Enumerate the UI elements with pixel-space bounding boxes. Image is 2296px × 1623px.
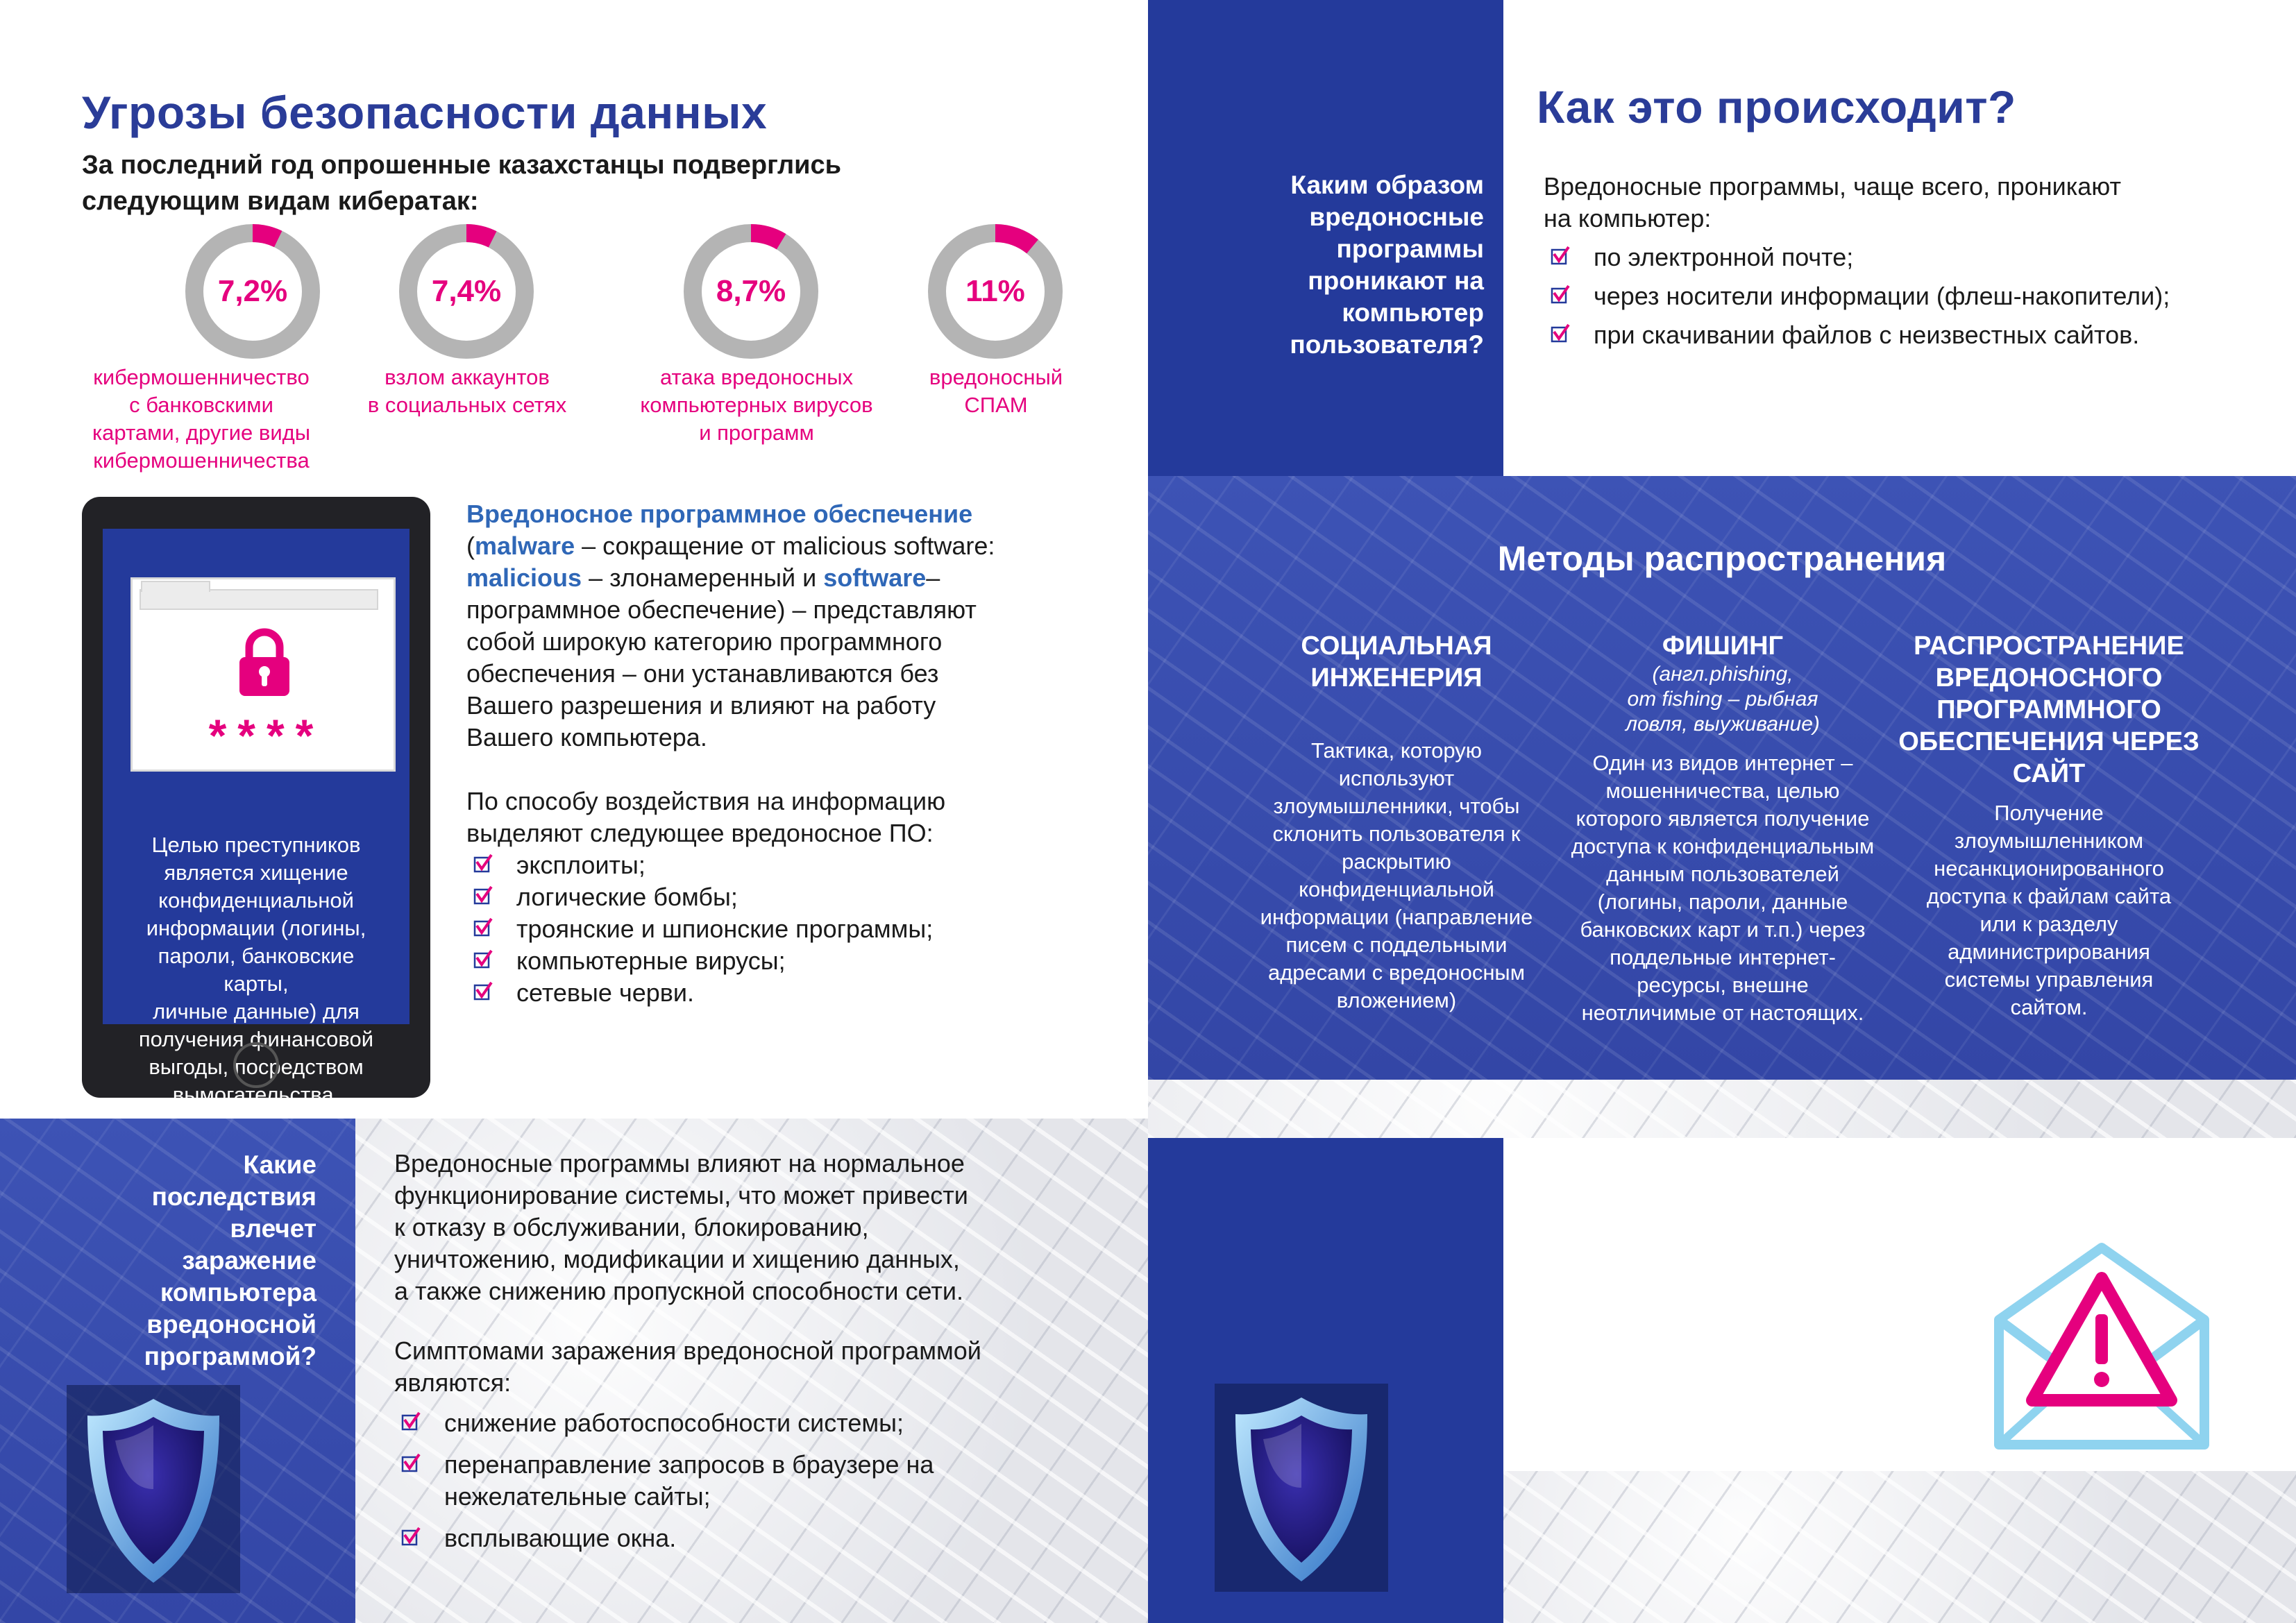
question-line: вредоносной (146, 1310, 316, 1339)
checkbox-tick-icon (473, 981, 493, 1001)
method-text-line: склонить пользователя к (1272, 822, 1521, 846)
list-item (466, 913, 1063, 945)
paragraph-line: а также снижению пропускной способности сети. (394, 1277, 963, 1305)
method-heading: ВРЕДОНОСНОГО (1935, 663, 2163, 692)
method-text-line: информации (направление (1260, 905, 1533, 929)
stat-caption-line: и программ (699, 420, 814, 445)
method-text-line: администрирования (1948, 940, 2150, 964)
method-text-line: (логины, пароли, данные (1597, 890, 1848, 914)
method-text-line: писем с поддельными (1285, 933, 1508, 957)
malware-line: собой широкую категорию программного (466, 627, 943, 656)
stat-value: 8,7% (716, 274, 786, 308)
stat-caption-line: компьютерных вирусов (640, 393, 873, 417)
question-line: программы (1336, 235, 1484, 263)
method-text-line: используют (1338, 766, 1455, 790)
checkbox-tick-icon (473, 853, 493, 873)
method-text-line: несанкционированного (1934, 856, 2164, 881)
stat-caption-line: в социальных сетях (367, 393, 567, 417)
checkbox-tick-icon (473, 917, 493, 937)
phone-text-line: является хищение (164, 860, 348, 885)
stat-caption (332, 364, 602, 419)
method-text-line: злоумышленником (1954, 829, 2144, 853)
question-line: компьютера (160, 1278, 316, 1307)
malware-def: – сокращение от malicious software: (575, 532, 995, 560)
symptoms-list (394, 1407, 1130, 1554)
method-text-line: мошенничества, целью (1605, 779, 1840, 803)
survey-subtitle-line: следующим видам кибератак: (82, 187, 479, 216)
malware-line: программное обеспечение) – представляют (466, 595, 977, 624)
list-item (466, 849, 1063, 881)
stat-caption (611, 364, 902, 447)
stat-caption-line: с банковскими (129, 393, 273, 417)
malware-line: Вашего компьютера. (466, 723, 707, 751)
method-heading: ПРОГРАММНОГО (1936, 695, 2161, 724)
infection-question (1179, 169, 1484, 361)
method-text-line: банковских карт и т.п.) через (1580, 917, 1866, 942)
method-text-line: раскрытию (1342, 849, 1451, 874)
method-column-website (1882, 630, 2215, 1021)
method-text-line: сайтом. (2010, 995, 2088, 1019)
checkbox-tick-icon (1551, 246, 1570, 265)
method-text-line: конфиденциальной (1299, 877, 1494, 901)
consequences-text (394, 1148, 1130, 1554)
survey-subtitle (82, 147, 841, 219)
question-line: Каким образом (1290, 171, 1484, 199)
stat-caption-line: атака вредоносных (659, 365, 854, 389)
stat-caption-line: кибермошенничество (93, 365, 310, 389)
phone-illustration (82, 497, 430, 1107)
malware-line (466, 562, 1063, 594)
list-item (394, 1522, 1130, 1554)
list-item (1544, 319, 2279, 351)
list-item-text: через носители информации (флеш-накопители); (1594, 282, 2170, 310)
software-word: software (823, 563, 927, 592)
stat-ring (683, 223, 819, 359)
phone-text-line: информации (логины, (146, 916, 366, 940)
malware-definition (466, 498, 1063, 1009)
question-line: проникают на (1308, 266, 1484, 295)
bottom-circuit-strip (1503, 1471, 2296, 1623)
stat-caption (895, 364, 1097, 419)
method-text-line: данным пользователей (1606, 862, 1839, 886)
symptoms-intro-line: являются: (394, 1368, 512, 1397)
checkbox-tick-icon (473, 949, 493, 969)
password-mask: **** (208, 710, 325, 761)
stat-value: 7,4% (431, 274, 502, 308)
malware-line: Вашего разрешения и влияют на работу (466, 691, 936, 720)
malware-line (466, 530, 1063, 562)
bottom-navy-column (1148, 1138, 1503, 1623)
checkbox-tick-icon (1551, 323, 1570, 343)
methods-title: Методы распространения (1497, 539, 1947, 578)
method-note: (англ.phishing, (1652, 663, 1793, 686)
question-line: заражение (182, 1246, 316, 1275)
envelope-warning-icon (1985, 1237, 2218, 1460)
question-line: пользователя? (1290, 330, 1484, 359)
shield-icon (1215, 1384, 1388, 1592)
list-item (394, 1449, 1130, 1513)
method-note: ловля, выуживание) (1626, 713, 1820, 736)
method-text-line: или к разделу (1980, 912, 2118, 936)
method-text-line: злоумышленники, чтобы (1273, 794, 1520, 818)
list-item (1544, 280, 2279, 312)
phone-text-line: пароли, банковские карты, (158, 944, 355, 996)
padlock-icon (237, 628, 292, 697)
home-button (233, 1042, 279, 1088)
list-item-text: снижение работоспособности системы; (444, 1409, 904, 1437)
list-item-text: всплывающие окна. (444, 1524, 677, 1552)
list-item-text: логические бомбы; (516, 883, 738, 911)
method-text-line: поддельные интернет- (1610, 945, 1836, 969)
method-text-line: неотличимые от настоящих. (1581, 1001, 1864, 1025)
browser-window (130, 577, 396, 772)
list-item-text: сетевые черви. (516, 978, 694, 1007)
software-def: – (926, 563, 940, 592)
method-heading: СОЦИАЛЬНАЯ (1301, 631, 1492, 661)
checkbox-tick-icon (401, 1411, 421, 1431)
stat-caption-line: СПАМ (964, 393, 1028, 417)
survey-subtitle-line: За последний год опрошенные казахстанцы подверглись (82, 151, 841, 180)
list-item-text: троянские и шпионские программы; (516, 915, 934, 943)
stat-caption-line: вредоносный (929, 365, 1063, 389)
symptoms-intro-line: Симптомами заражения вредоносной программой (394, 1336, 981, 1365)
list-item-text: по электронной почте; (1594, 243, 1854, 271)
paragraph-line: к отказу в обслуживании, блокированию, (394, 1213, 869, 1241)
question-column (1148, 0, 1503, 476)
classify-line: выделяют следующее вредоносное ПО: (466, 819, 934, 847)
checkbox-tick-icon (401, 1527, 421, 1546)
browser-address-bar (140, 589, 378, 610)
browser-tab (141, 581, 210, 592)
page-title-right: Как это происходит? (1537, 81, 2016, 133)
stat-caption-line: взлом аккаунтов (385, 365, 550, 389)
method-text-line: Тактика, которую (1310, 738, 1483, 763)
stat-caption-line: картами, другие виды (92, 420, 311, 445)
method-heading: ИНЖЕНЕРИЯ (1310, 663, 1483, 692)
list-item-text: при скачивании файлов с неизвестных сайтов. (1594, 321, 2140, 349)
malicious-def: – злонамеренный и (582, 563, 824, 592)
stat-value: 11% (965, 274, 1025, 308)
stat-caption-line: кибермошенничества (93, 448, 310, 473)
circuit-strip (1148, 1080, 2296, 1138)
classify-line: По способу воздействия на информацию (466, 787, 946, 815)
phone-text-line: выгоды, посредством (149, 1055, 364, 1079)
method-heading: САЙТ (2012, 759, 2086, 788)
consequences-question (11, 1149, 316, 1373)
stat-ring (398, 223, 534, 359)
method-text-line: Один из видов интернет – (1592, 751, 1853, 775)
malicious-word: malicious (466, 563, 582, 592)
method-text-line: доступа к конфиденциальным (1571, 834, 1875, 858)
shield-icon (67, 1385, 240, 1593)
phone-text-line: конфиденциальной (158, 888, 354, 912)
consequences-question-panel (0, 1119, 355, 1623)
method-column-phishing (1563, 630, 1882, 1027)
question-line: Какие (243, 1150, 316, 1179)
stat-value: 7,2% (217, 274, 288, 308)
malware-word: malware (475, 532, 575, 560)
paren: ( (466, 532, 475, 560)
method-heading: ОБЕСПЕЧЕНИЯ ЧЕРЕЗ (1898, 727, 2200, 756)
phone-text-line: вымогательства. (172, 1082, 340, 1107)
checkbox-tick-icon (401, 1453, 421, 1472)
stat-caption (76, 364, 326, 475)
question-line: вредоносные (1309, 203, 1484, 231)
list-item (1544, 241, 2279, 273)
phone-text-line: получения финансовой (138, 1027, 374, 1051)
question-line: компьютер (1342, 298, 1484, 327)
list-item (466, 881, 1063, 913)
stat-ring (927, 223, 1063, 359)
infection-ways-list (1544, 241, 2279, 351)
method-text-line: доступа к файлам сайта (1926, 884, 2172, 908)
paragraph-line: уничтожению, модификации и хищению данных, (394, 1245, 960, 1273)
phone-text-line: Целью преступников (151, 833, 361, 857)
infection-ways (1544, 171, 2279, 351)
method-heading: РАСПРОСТРАНЕНИЕ (1914, 631, 2184, 661)
method-note: от fishing – рыбная (1627, 688, 1818, 711)
list-item-text: перенаправление запросов в браузере на (444, 1450, 934, 1479)
question-line: программой? (144, 1342, 316, 1370)
paragraph-line: функционирование системы, что может привести (394, 1181, 968, 1209)
list-item (466, 977, 1063, 1009)
malware-line (466, 498, 1063, 530)
intro-line: Вредоносные программы, чаще всего, проникают (1544, 172, 2121, 201)
intro-line: на компьютер: (1544, 204, 1712, 232)
malware-types-list (466, 849, 1063, 1009)
question-line: последствия (151, 1182, 316, 1211)
question-line: влечет (230, 1214, 316, 1243)
method-column-social (1230, 630, 1563, 1014)
method-text-line: которого является получение (1576, 806, 1870, 831)
method-heading: ФИШИНГ (1662, 631, 1784, 661)
method-text-line: ресурсы, внешне (1637, 973, 1809, 997)
method-text-line: адресами с вредоносным (1267, 960, 1526, 985)
method-text-line: Получение (1994, 801, 2104, 825)
list-item-text: эксплоиты; (516, 851, 645, 879)
phone-text-line: личные данные) для (153, 999, 360, 1023)
list-item-text: нежелательные сайты; (444, 1482, 711, 1511)
stat-ring (185, 223, 321, 359)
malware-line: обеспечения – они устанавливаются без (466, 659, 939, 688)
list-item (394, 1407, 1130, 1439)
method-text-line: вложением) (1336, 988, 1457, 1012)
phone-screen (103, 529, 410, 1107)
paragraph-line: Вредоносные программы влияют на нормальное (394, 1149, 965, 1178)
page-title-left: Угрозы безопасности данных (82, 87, 768, 138)
list-item-text: компьютерные вирусы; (516, 946, 786, 975)
list-item (466, 945, 1063, 977)
checkbox-tick-icon (473, 885, 493, 905)
method-text-line: системы управления (1944, 967, 2154, 992)
checkbox-tick-icon (1551, 284, 1570, 304)
malware-term: Вредоносное программное обеспечение (466, 500, 973, 528)
